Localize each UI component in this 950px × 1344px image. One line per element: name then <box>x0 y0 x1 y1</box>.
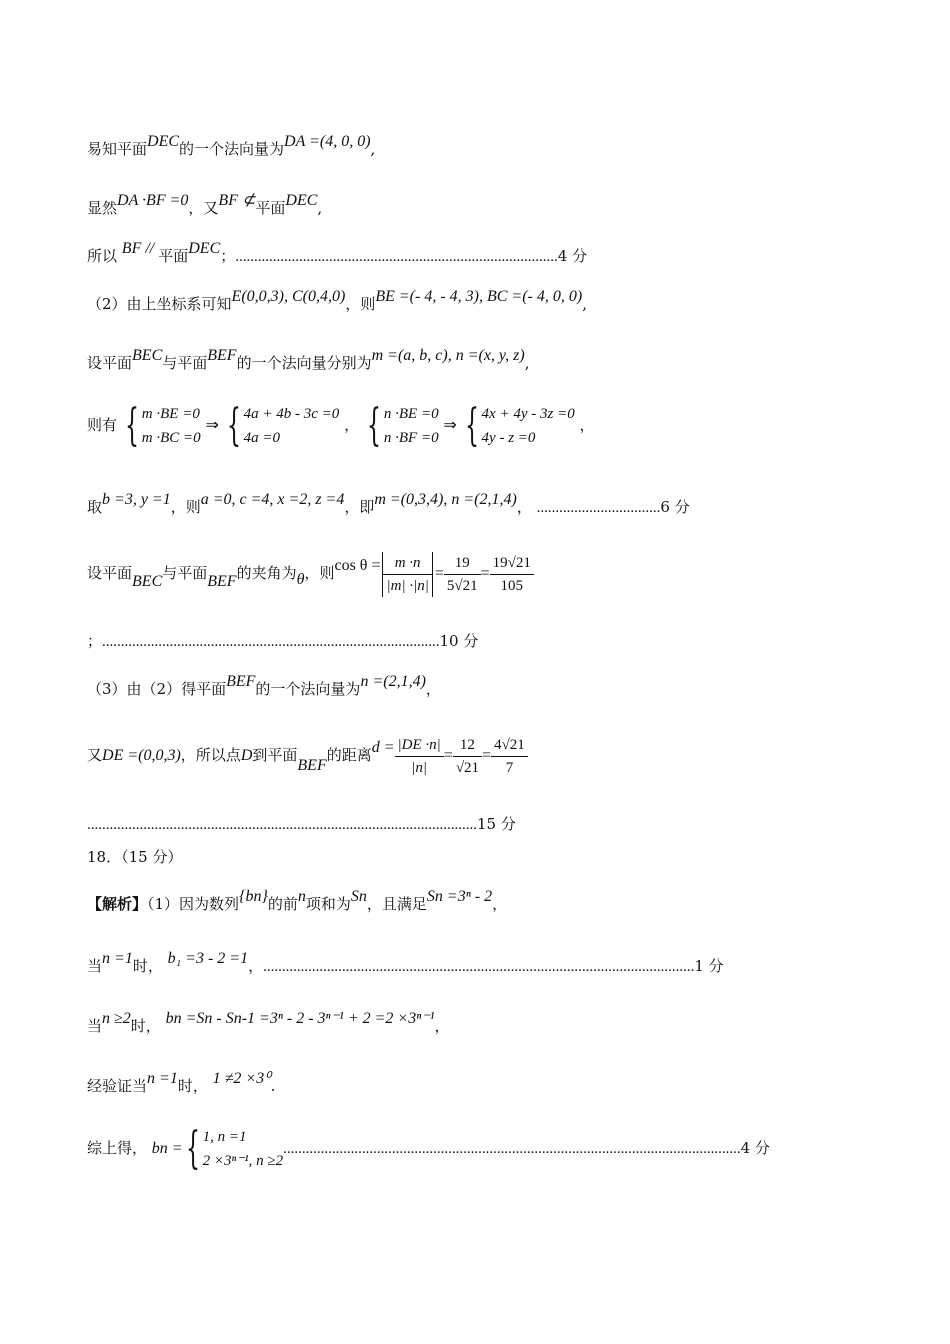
equation: m ·BE =0 <box>141 406 200 422</box>
cos-label: cos θ = <box>334 557 381 574</box>
text: 的一个法向量为 <box>255 680 361 698</box>
line-set-normals <box>87 347 530 375</box>
text: 的前 <box>267 895 298 913</box>
equation: n ·BF =0 <box>383 430 439 446</box>
equation: 4a =0 <box>243 430 281 446</box>
score: 4 分 <box>557 247 588 265</box>
equation: n ·BE =0 <box>383 406 439 422</box>
score: 1 分 <box>694 957 724 975</box>
line-coordinates <box>87 288 587 316</box>
text: 则有 <box>87 416 118 434</box>
equals: = <box>443 747 453 764</box>
normals-result: m =(0,3,4), n =(2,1,4) <box>374 491 517 508</box>
text: ， <box>579 416 595 434</box>
left-brace: { <box>185 1123 200 1174</box>
text: 平面 <box>158 247 189 265</box>
implies-symbol: ⇒ <box>205 417 219 434</box>
plane-name: BEF <box>226 673 256 690</box>
check-expr: 1 ≠2 ×3⁰ <box>212 1070 271 1087</box>
text: ，且满足 <box>366 895 427 913</box>
text: 当 <box>87 957 103 975</box>
plane-name: BEF <box>207 347 237 364</box>
leader-dots: ...................................................................................... <box>235 249 558 265</box>
normal-expr: n =(2,1,4) <box>360 673 426 690</box>
text: （1）因为数列 <box>147 895 240 913</box>
text: ，即 <box>344 498 375 516</box>
text: 综上得， <box>87 1139 148 1157</box>
line-part3-normal <box>87 673 441 701</box>
system-2 <box>244 402 340 450</box>
score: 10 分 <box>439 632 479 650</box>
text: ， <box>425 680 441 698</box>
text: 的距离 <box>326 746 372 764</box>
equals: = <box>434 565 444 582</box>
score: 15 分 <box>477 815 516 833</box>
text: ， <box>492 895 508 913</box>
text: 易知平面 <box>87 140 148 158</box>
sequence-expr: {bn} <box>239 888 268 905</box>
line-n-equals-1 <box>87 950 724 978</box>
equals: = <box>480 565 490 582</box>
line-parallel-conclusion <box>87 240 588 268</box>
text: 时， <box>130 1017 161 1035</box>
text: 的一个法向量为 <box>179 140 285 158</box>
distance-label: d = <box>371 739 395 756</box>
equation: m ·BC =0 <box>141 430 201 446</box>
line-score-15 <box>87 813 516 836</box>
equals: = <box>482 747 492 764</box>
text: . <box>270 1077 276 1095</box>
assign-expr: b =3, y =1 <box>102 491 171 508</box>
denominator: 7 <box>505 759 514 776</box>
implies-symbol: ⇒ <box>443 417 457 434</box>
point-name: D <box>240 747 253 764</box>
system-4 <box>482 402 575 450</box>
line-equation-systems <box>87 400 595 451</box>
case: 2 ×3ⁿ⁻¹, n ≥2 <box>202 1153 284 1169</box>
line-analysis-intro <box>87 888 508 916</box>
plane-name: BEF <box>207 573 237 590</box>
case: 1, n =1 <box>202 1129 247 1145</box>
plane-name: BEC <box>132 347 163 364</box>
fraction <box>382 552 432 597</box>
vector-expr: DA =(4, 0, 0) <box>284 133 371 150</box>
text: 18．（15 分） <box>87 848 183 866</box>
not-subset-expr: BF ⊄ <box>218 192 256 209</box>
text: 又 <box>87 746 103 764</box>
theta-symbol: θ <box>296 571 305 588</box>
line-distance <box>87 730 528 781</box>
condition: n ≥2 <box>102 1010 131 1027</box>
dot-product-expr: DA ·BF =0 <box>117 192 189 209</box>
sum-expr: Sn =3ⁿ - 2 <box>426 888 493 905</box>
text: 所以 <box>87 247 118 265</box>
text: 时， <box>177 1077 208 1095</box>
text: , <box>370 140 376 158</box>
line-score-10 <box>87 630 478 653</box>
equation: 4x + 4y - 3z =0 <box>481 406 575 422</box>
plane-name: BEF <box>297 757 327 774</box>
text: , <box>317 199 323 217</box>
leader-dots: ........................................................................................................ <box>87 817 477 833</box>
numerator: 19√21 <box>490 552 534 575</box>
text: 与平面 <box>162 564 208 582</box>
text: 设平面 <box>87 564 133 582</box>
question-heading <box>87 846 182 868</box>
text: 时， <box>132 957 163 975</box>
denominator: 5√21 <box>446 577 478 594</box>
fraction <box>491 734 528 779</box>
sum-symbol: Sn <box>350 888 367 905</box>
numerator: m ·n <box>383 552 431 575</box>
equation: 4y - z =0 <box>481 430 536 446</box>
text: ，所以点 <box>180 746 241 764</box>
text: 经验证当 <box>87 1077 148 1095</box>
system-3 <box>384 402 439 450</box>
condition: n =1 <box>147 1070 178 1087</box>
vector-expr: DE =(0,0,3) <box>102 747 181 764</box>
leader-dots: .......................................................................................... <box>102 634 440 650</box>
text: （3）由（2）得平面 <box>87 680 227 698</box>
numerator: |DE ·n| <box>395 734 444 757</box>
text: ，又 <box>188 199 219 217</box>
denominator: √21 <box>455 759 480 776</box>
plane-name: BEC <box>132 573 163 590</box>
denominator: 105 <box>500 577 523 594</box>
leader-dots: .......................................................................................................................... <box>283 1141 741 1157</box>
line-normal-vector-dec <box>87 133 376 161</box>
plane-name: DEC <box>285 192 318 209</box>
numerator: 12 <box>453 734 482 757</box>
points-expr: E(0,0,3), C(0,4,0) <box>231 288 346 305</box>
text: ， <box>434 1017 450 1035</box>
line-take-values <box>87 491 690 519</box>
left-brace: { <box>366 400 381 451</box>
text: , <box>524 354 530 372</box>
text: 显然 <box>87 199 118 217</box>
text: 取 <box>87 498 103 516</box>
result-expr: a =0, c =4, x =2, z =4 <box>200 491 345 508</box>
text: （2）由上坐标系可知 <box>87 295 232 313</box>
lhs-expr: bn = <box>151 1140 183 1157</box>
text: 当 <box>87 1017 103 1035</box>
analysis-tag: 【解析】 <box>87 895 148 913</box>
numerator: 4√21 <box>491 734 528 757</box>
term-expr: bn =Sn - Sn-1 =3ⁿ - 2 - 3ⁿ⁻¹ + 2 =2 ×3ⁿ⁻¹ <box>165 1010 435 1027</box>
text: ， <box>248 957 264 975</box>
system-1 <box>142 402 201 450</box>
n-symbol: n <box>297 888 306 905</box>
text: ； <box>220 247 236 265</box>
text: 平面 <box>255 199 286 217</box>
left-brace: { <box>226 400 241 451</box>
line-verify <box>87 1070 276 1098</box>
normals-expr: m =(a, b, c), n =(x, y, z) <box>371 347 525 364</box>
fraction <box>444 552 481 597</box>
line-dot-product-zero <box>87 192 323 220</box>
text: 的一个法向量分别为 <box>236 354 372 372</box>
text: ，则 <box>170 498 201 516</box>
text: 与平面 <box>162 354 208 372</box>
score: 6 分 <box>660 498 690 516</box>
condition: n =1 <box>102 950 133 967</box>
numerator: 19 <box>444 552 481 575</box>
left-brace: { <box>124 400 139 451</box>
term-expr: b₁ =3 - 2 =1 <box>167 950 249 967</box>
plane-name: DEC <box>147 133 180 150</box>
text: 到平面 <box>252 746 298 764</box>
denominator: |m| ·|n| <box>386 577 429 594</box>
text: , <box>582 295 587 313</box>
fraction <box>395 734 444 779</box>
plane-name: DEC <box>188 240 221 257</box>
text: ，则 <box>345 295 376 313</box>
parallel-expr: BF // <box>121 240 159 257</box>
text: 设平面 <box>87 354 133 372</box>
text: ， <box>344 416 360 434</box>
line-n-geq-2 <box>87 1010 450 1038</box>
text: ，则 <box>304 564 335 582</box>
piecewise <box>203 1125 284 1173</box>
leader-dots: ................................. <box>536 500 661 516</box>
line-cos-theta <box>87 548 534 599</box>
text: 项和为 <box>305 895 351 913</box>
line-conclusion <box>87 1123 770 1174</box>
fraction <box>490 552 534 597</box>
text: 的夹角为 <box>236 564 297 582</box>
equation: 4a + 4b - 3c =0 <box>243 406 340 422</box>
score: 4 分 <box>740 1139 770 1157</box>
leader-dots: ................................................................................................................... <box>263 959 695 975</box>
left-brace: { <box>464 400 479 451</box>
vectors-expr: BE =(- 4, - 4, 3), BC =(- 4, 0, 0) <box>375 288 583 305</box>
text: ， <box>516 498 532 516</box>
fraction <box>453 734 482 779</box>
text: ； <box>87 632 103 650</box>
denominator: |n| <box>411 759 428 776</box>
